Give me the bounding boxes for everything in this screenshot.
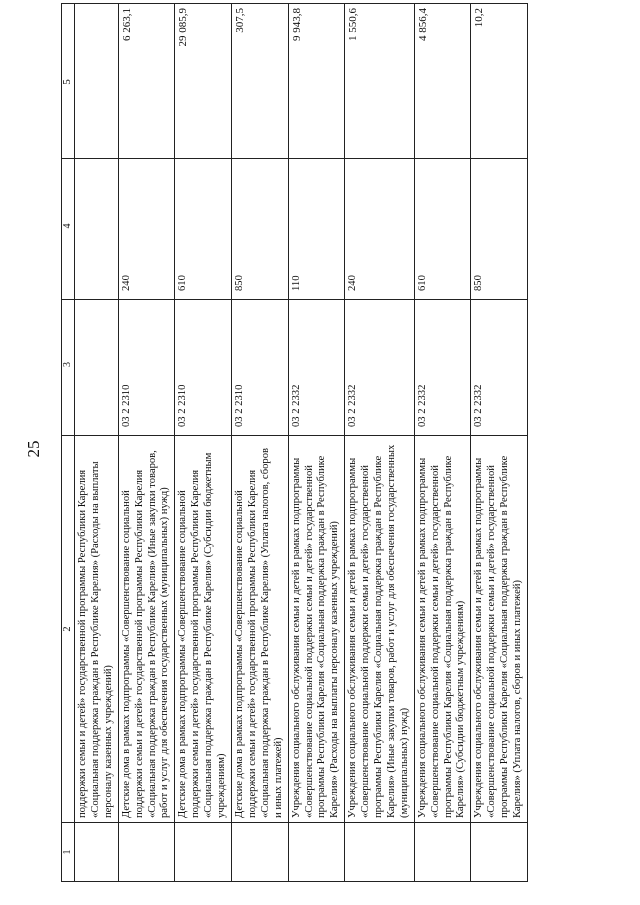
table-row	[345, 4, 415, 882]
row-index-cell	[288, 823, 345, 882]
table-header-row	[62, 4, 75, 882]
row-index-cell	[231, 823, 288, 882]
header-col-4: 4	[62, 159, 75, 300]
row-type-cell: 850	[231, 159, 288, 300]
row-code-cell: 03 2 2332	[345, 300, 415, 436]
row-name-cell: Детские дома в рамках подпрограммы «Совершенствование социальной поддержки семьи и детей» государственной программы Республики Карелия «Социальная поддержка граждан в Республике Карелия» (Иные закупки товаров, работ и услуг для обеспечения государственных (муниципальных) нужд)	[118, 436, 175, 823]
row-name-cell: Учреждения социального обслуживания семьи и детей в рамках подпрограммы «Совершенствование социальной поддержки семьи и детей» государственной программы Республики Карелия «Социальная поддержка граждан в Республике Карелия» (Иные закупки товаров, работ и услуг для обеспечения государственных (муниципальных) нужд)	[345, 436, 415, 823]
row-type-cell: 610	[414, 159, 471, 300]
row-index-cell	[118, 823, 175, 882]
row-code-cell: 03 2 2332	[288, 300, 345, 436]
row-type-cell: 110	[288, 159, 345, 300]
row-code-cell: 03 2 2332	[414, 300, 471, 436]
table-row	[414, 4, 471, 882]
row-amount-cell: 307,5	[231, 4, 288, 159]
row-index-cell	[414, 823, 471, 882]
row-code-cell: 03 2 2310	[231, 300, 288, 436]
row-type-cell: 610	[175, 159, 232, 300]
budget-table	[61, 3, 528, 882]
row-amount-cell: 4 856,4	[414, 4, 471, 159]
table-row	[175, 4, 232, 882]
table-row	[231, 4, 288, 882]
row-amount-cell	[75, 4, 119, 159]
row-amount-cell: 29 085,9	[175, 4, 232, 159]
row-index-cell	[175, 823, 232, 882]
row-name-cell: Учреждения социального обслуживания семьи и детей в рамках подпрограммы «Совершенствование социальной поддержки семьи и детей» государственной программы Республики Карелия «Социальная поддержка граждан в Республике Карелия» (Уплата налогов, сборов и иных платежей)	[471, 436, 528, 823]
row-name-cell: Детские дома в рамках подпрограммы «Совершенствование социальной поддержки семьи и детей» государственной программы Республики Карелия «Социальная поддержка граждан в Республике Карелия» (Уплата налогов, сборов и иных платежей)	[231, 436, 288, 823]
row-code-cell: 03 2 2332	[471, 300, 528, 436]
row-index-cell	[75, 823, 119, 882]
row-name-cell: Детские дома в рамках подпрограммы «Совершенствование социальной поддержки семьи и детей» государственной программы Республики Карелия «Социальная поддержка граждан в Республике Карелия» (Субсидии бюджетным учреждениям)	[175, 436, 232, 823]
row-type-cell: 850	[471, 159, 528, 300]
header-col-3: 3	[62, 300, 75, 436]
header-col-1: 1	[62, 823, 75, 882]
header-col-2: 2	[62, 436, 75, 823]
row-code-cell: 03 2 2310	[118, 300, 175, 436]
table-row	[288, 4, 345, 882]
table-row	[471, 4, 528, 882]
row-amount-cell: 9 943,8	[288, 4, 345, 159]
row-index-cell	[345, 823, 415, 882]
row-amount-cell: 6 263,1	[118, 4, 175, 159]
row-name-cell: Учреждения социального обслуживания семьи и детей в рамках подпрограммы «Совершенствование социальной поддержки семьи и детей» государственной программы Республики Карелия «Социальная поддержка граждан в Республике Карелия» (Субсидии бюджетным учреждениям)	[414, 436, 471, 823]
table-row	[118, 4, 175, 882]
row-name-cell: Учреждения социального обслуживания семьи и детей в рамках подпрограммы «Совершенствование социальной поддержки семьи и детей» государственной программы Республики Карелия «Социальная поддержка граждан в Республике Карелия» (Расходы на выплаты персоналу казенных учреждений)	[288, 436, 345, 823]
row-amount-cell: 1 550,6	[345, 4, 415, 159]
row-code-cell: 03 2 2310	[175, 300, 232, 436]
row-type-cell: 240	[345, 159, 415, 300]
row-type-cell: 240	[118, 159, 175, 300]
row-type-cell	[75, 159, 119, 300]
page-number: 25	[24, 440, 43, 458]
row-index-cell	[471, 823, 528, 882]
row-name-cell: поддержки семьи и детей» государственной программы Республики Карелия «Социальная поддержка граждан в Республике Карелия» (Расходы на выплаты персоналу казенных учреждений)	[75, 436, 119, 823]
row-amount-cell: 10,2	[471, 4, 528, 159]
row-code-cell	[75, 300, 119, 436]
header-col-5: 5	[62, 4, 75, 159]
table-row	[75, 4, 119, 882]
